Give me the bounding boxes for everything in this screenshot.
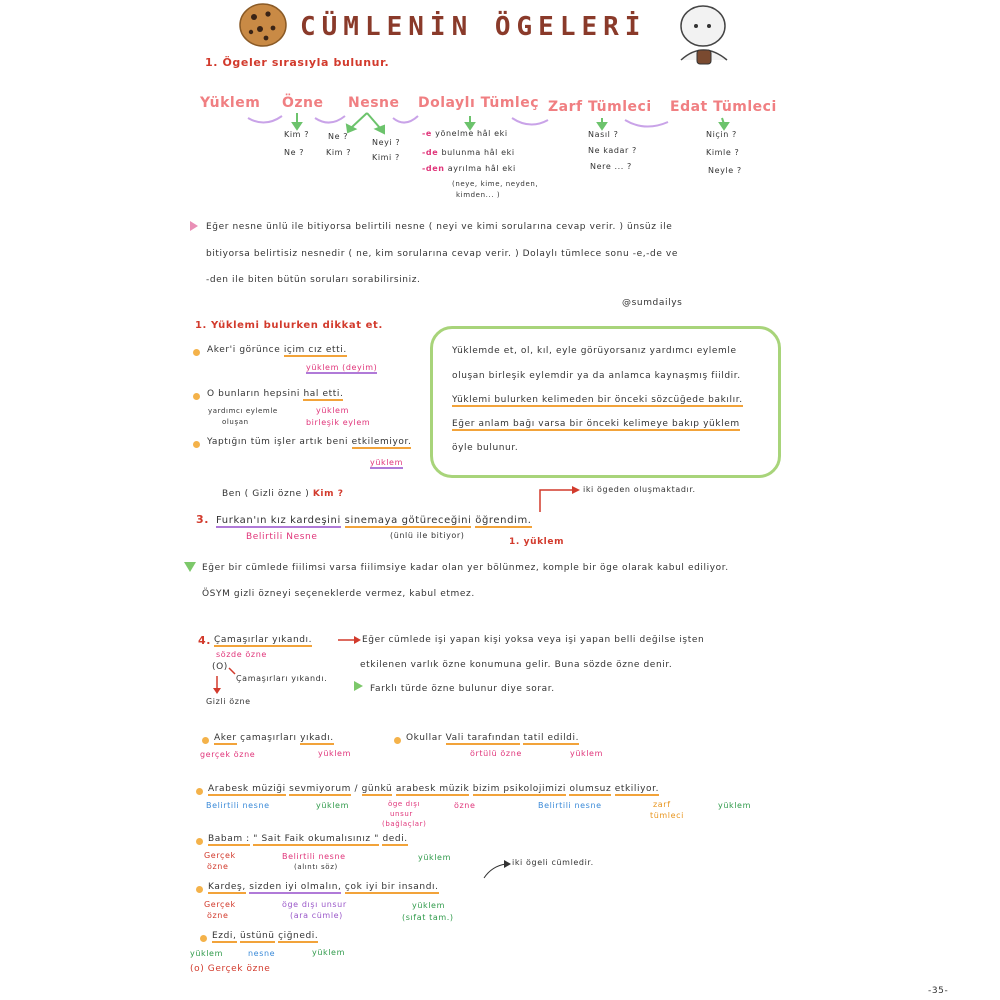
ex2-label-1: yüklem: [316, 406, 349, 415]
example-4-l3: yüklem: [418, 853, 451, 862]
example-1: Aker çamaşırları yıkadı.: [214, 733, 334, 743]
example-3: Arabesk müziği sevmiyorum / günkü arabesk müzik bizim psikolojimizi olumsuz etkiliyor.: [208, 784, 660, 794]
example-2-l3: yüklem: [570, 749, 603, 758]
example-2-l2: örtülü özne: [470, 749, 522, 758]
section2-heading: 1. Yüklemi bulurken dikkat et.: [195, 320, 383, 331]
section3-num: 3.: [196, 513, 210, 526]
example-3-l3b: unsur: [390, 810, 413, 818]
dolayli-den: -den ayrılma hâl eki: [422, 164, 516, 173]
edat-q-2: Kimle ?: [706, 148, 740, 157]
example-5-l3b: (sıfat tam.): [402, 913, 454, 922]
example-3-l5: özne: [454, 801, 476, 810]
section4-sub-sentence: Çamaşırları yıkandı.: [236, 674, 328, 683]
seq-zarf: Zarf Tümleci: [548, 99, 652, 115]
section3-sentence: Furkan'ın kız kardeşini sinemaya götüreceğini öğrendim.: [216, 515, 532, 526]
box-line-1: Yüklemde et, ol, kıl, eyle görüyorsanız yardımcı eylemle: [452, 346, 737, 356]
zarf-q-1: Nasıl ?: [588, 130, 619, 139]
example-2: Okullar Vali tarafından tatil edildi.: [406, 733, 580, 743]
example-6-l3: yüklem: [312, 948, 345, 957]
dolayli-e: -e yönelme hâl eki: [422, 129, 508, 138]
edat-q-3: Neyle ?: [708, 166, 742, 175]
nesne-q-kimi: Kimi ?: [372, 153, 400, 162]
example-3-l3c: (bağlaçlar): [382, 820, 427, 828]
box-line-4: Eğer anlam bağı varsa bir önceki kelimeye bakıp yüklem: [452, 419, 740, 429]
box-line-3: Yüklemi bulurken kelimeden bir önceki sözcüğede bakılır.: [452, 395, 743, 405]
section4-num: 4.: [198, 634, 212, 647]
section1-heading: 1. Ögeler sırasıyla bulunur.: [205, 56, 390, 69]
ex2-text: O bunların hepsini hal etti.: [207, 389, 344, 399]
ex1-text: Aker'i görünce içim cız etti.: [207, 345, 347, 355]
page-title: CÜMLENİN ÖGELERİ: [300, 12, 647, 42]
ozne-q-ne: Ne ?: [284, 148, 305, 157]
example-4: Babam : " Sait Faik okumalısınız " dedi.: [208, 834, 408, 844]
section4-sozde: sözde özne: [216, 650, 267, 659]
ex1-label: yüklem (deyim): [306, 363, 378, 372]
ex2-left-note-2: oluşan: [222, 418, 249, 426]
example-5-note: iki ögeli cümledir.: [512, 858, 594, 867]
nesne-q-neyi: Neyi ?: [372, 138, 401, 147]
example-3-l1: Belirtili nesne: [206, 801, 270, 810]
section3-label-unlu: (ünlü ile bitiyor): [390, 531, 465, 540]
nesne-q-ne: Ne ?: [328, 132, 349, 141]
dolayli-note-1: (neye, kime, neyden,: [452, 180, 539, 188]
section3-arrow-note: iki ögeden oluşmaktadır.: [583, 485, 696, 494]
example-4-l2b: (alıntı söz): [294, 863, 338, 871]
example-6-l2: nesne: [248, 949, 276, 958]
ex2-left-note-1: yardımcı eylemle: [208, 407, 278, 415]
box-line-2: oluşan birleşik eylemdir ya da anlamca kaynaşmış fiildir.: [452, 371, 741, 381]
example-1-l1: gerçek özne: [200, 750, 256, 759]
seq-edat: Edat Tümleci: [670, 99, 777, 115]
example-3-l6: Belirtili nesne: [538, 801, 602, 810]
section4-exp-3: Farklı türde özne bulunur diye sorar.: [370, 684, 555, 694]
example-4-l1a: Gerçek: [204, 851, 236, 860]
box-line-5: öyle bulunur.: [452, 443, 519, 453]
example-5-l1a: Gerçek: [204, 900, 236, 909]
ex3-text: Yaptığın tüm işler artık beni etkilemiyor.: [207, 437, 412, 447]
note-line-1: Eğer nesne ünlü ile bitiyorsa belirtili nesne ( neyi ve kimi sorularına cevap verir. ) ünsüz ile: [206, 222, 673, 232]
zarf-q-2: Ne kadar ?: [588, 146, 637, 155]
section4-exp-2: etkilenen varlık özne konumuna gelir. Buna sözde özne denir.: [360, 660, 673, 670]
section3-label-yuklem: 1. yüklem: [509, 537, 565, 547]
seq-yuklem: Yüklem: [200, 95, 261, 111]
dolayli-de: -de bulunma hâl eki: [422, 148, 515, 157]
example-5-l1b: özne: [207, 911, 229, 920]
dolayli-note-2: kimden... ): [456, 191, 501, 199]
note-line-2: bitiyorsa belirtisiz nesnedir ( ne, kim sorularına cevap verir. ) Dolaylı tümlece sonu -e,-de ve: [206, 249, 678, 259]
nesne-q-kim: Kim ?: [326, 148, 352, 157]
tip-line-1: Eğer bir cümlede fiilimsi varsa fiilimsiye kadar olan yer bölünmez, komple bir öge olarak kabul ediliyor.: [202, 563, 729, 573]
example-5-l2a: öge dışı unsur: [282, 900, 347, 909]
section4-o-mark: (O): [212, 662, 228, 672]
bullet-icon: [200, 935, 207, 942]
example-3-l7a: zarf: [653, 800, 671, 809]
example-6-l4: (o) Gerçek özne: [190, 964, 271, 974]
example-1-l3: yüklem: [318, 749, 351, 758]
seq-dolayli: Dolaylı Tümleç: [418, 95, 540, 111]
example-3-l3a: öge dışı: [388, 800, 421, 808]
ozne-q-kim: Kim ?: [284, 130, 310, 139]
example-3-l7b: tümleci: [650, 811, 684, 820]
example-6: Ezdi, üstünü çiğnedi.: [212, 931, 319, 941]
example-4-l2a: Belirtili nesne: [282, 852, 346, 861]
page-number: -35-: [928, 986, 949, 996]
section3-label-nesne: Belirtili Nesne: [246, 532, 318, 542]
section4-gizli: Gizli özne: [206, 697, 251, 706]
example-5: Kardeş, sizden iyi olmalın, çok iyi bir insandı.: [208, 882, 439, 892]
zarf-q-3: Nere ... ?: [590, 162, 632, 171]
example-4-l1b: özne: [207, 862, 229, 871]
section4-sentence: Çamaşırlar yıkandı.: [214, 635, 313, 645]
section4-exp-1: Eğer cümlede işi yapan kişi yoksa veya işi yapan belli değilse işten: [362, 635, 705, 645]
example-5-l2b: (ara cümle): [290, 911, 343, 920]
example-5-l3a: yüklem: [412, 901, 445, 910]
hidden-subject-line: Ben ( Gizli özne ) Kim ?: [222, 489, 344, 499]
seq-ozne: Özne: [282, 95, 324, 111]
seq-nesne: Nesne: [348, 95, 400, 111]
note-line-3: -den ile biten bütün soruları sorabilirsiniz.: [206, 275, 421, 285]
ex2-label-2: birleşik eylem: [306, 418, 371, 427]
example-3-l2: yüklem: [316, 801, 349, 810]
example-6-l1: yüklem: [190, 949, 223, 958]
edat-q-1: Niçin ?: [706, 130, 737, 139]
tip-line-2: ÖSYM gizli özneyi seçeneklerde vermez, kabul etmez.: [202, 589, 475, 599]
ex3-label: yüklem: [370, 458, 403, 467]
example-3-l8: yüklem: [718, 801, 751, 810]
author-handle: @sumdailys: [622, 298, 683, 308]
